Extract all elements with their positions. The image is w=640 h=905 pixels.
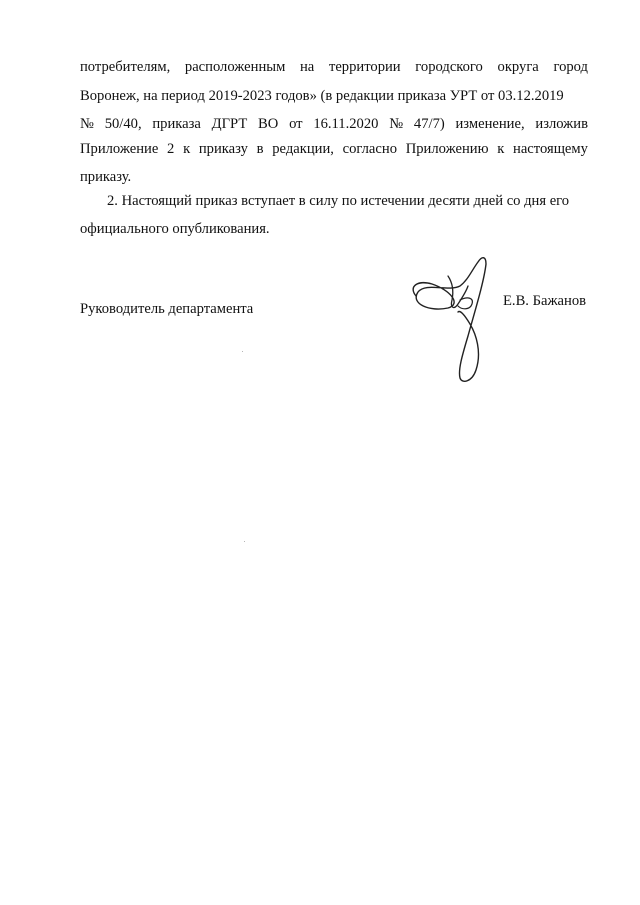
- word: согласно: [342, 141, 397, 157]
- word: Приложению: [405, 141, 489, 157]
- word: приказу: [198, 141, 248, 157]
- paragraph-1-line-1: [80, 58, 588, 76]
- signatory-name: Е.В. Бажанов: [503, 293, 587, 309]
- scan-speck: [242, 351, 243, 352]
- paragraph-1-line-4: [80, 140, 588, 158]
- word: территории: [328, 59, 401, 75]
- word: ДГРТ: [211, 116, 248, 132]
- word: приказа: [152, 116, 201, 132]
- signatory-title: Руководитель департамента: [80, 301, 254, 317]
- word: к: [497, 141, 505, 157]
- word: настоящему: [513, 141, 588, 157]
- word: расположенным: [184, 59, 286, 75]
- word: 16.11.2020: [313, 116, 379, 132]
- word: Приложение: [80, 141, 159, 157]
- word: редакции,: [272, 141, 334, 157]
- word: №: [80, 116, 94, 132]
- word: в: [256, 141, 264, 157]
- word: ВО: [258, 116, 279, 132]
- word: №: [389, 116, 404, 132]
- word: город: [553, 59, 588, 75]
- word: городского: [415, 59, 483, 75]
- paragraph-1-line-5: приказу.: [80, 169, 132, 185]
- word: потребителям,: [80, 59, 171, 75]
- word: округа: [497, 59, 539, 75]
- paragraph-2-line-1: 2. Настоящий приказ вступает в силу по истечении десяти дней со дня его: [107, 193, 570, 209]
- paragraph-1-line-3: [80, 115, 588, 133]
- handwritten-signature: [402, 252, 512, 384]
- word: 2: [167, 141, 175, 157]
- paragraph-2-line-2: официального опубликования.: [80, 221, 270, 237]
- word: на: [299, 59, 315, 75]
- word: изложив: [535, 116, 588, 132]
- word: к: [183, 141, 191, 157]
- word: 50/40,: [104, 116, 142, 132]
- paragraph-1-line-2: Воронеж, на период 2019-2023 годов» (в редакции приказа УРТ от 03.12.2019: [80, 88, 564, 104]
- word: 47/7): [413, 116, 445, 132]
- scan-speck: [244, 541, 245, 542]
- word: от: [289, 116, 303, 132]
- word: изменение,: [455, 116, 525, 132]
